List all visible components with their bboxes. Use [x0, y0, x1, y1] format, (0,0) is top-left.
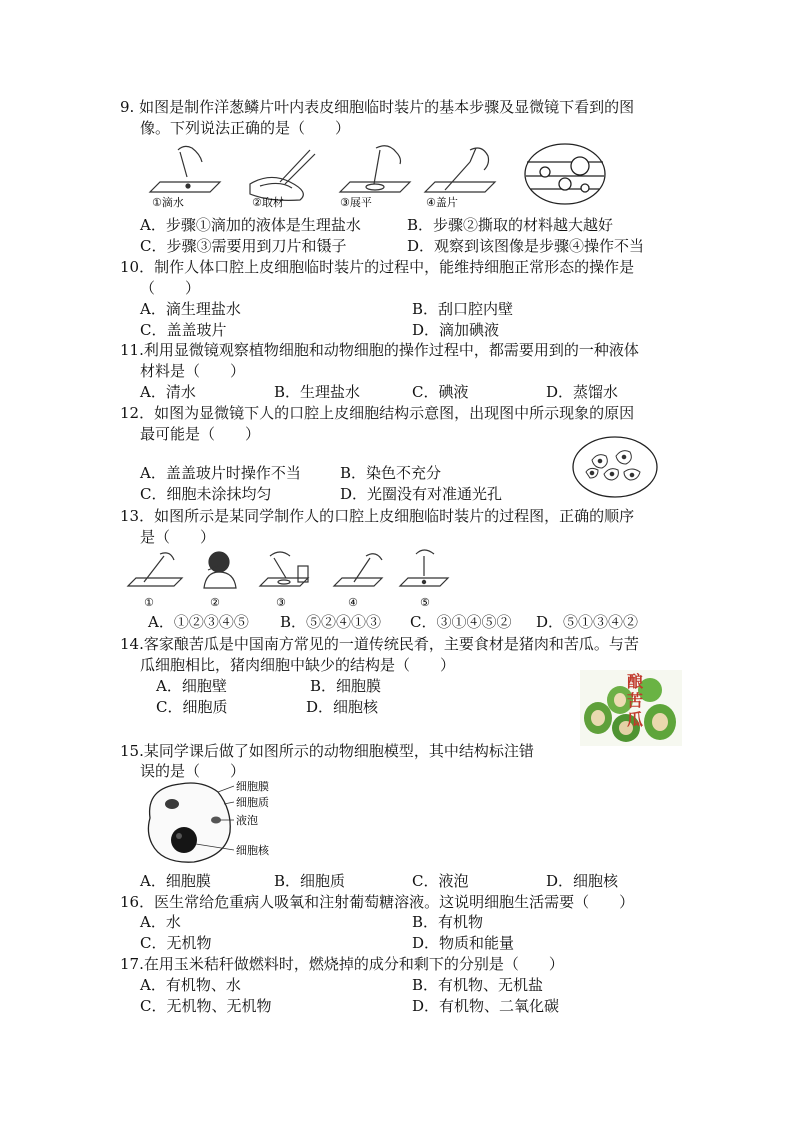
q14-option-c[interactable]: C．细胞质 — [156, 698, 228, 716]
q13-option-c[interactable]: C．③①④⑤② — [410, 613, 512, 631]
q11-stem-line2: 材料是（ ） — [140, 362, 246, 380]
vacuole-dot — [165, 799, 179, 809]
q13-step1-label: ① — [144, 596, 154, 609]
q10-option-c[interactable]: C．盖盖玻片 — [140, 321, 227, 339]
q13-option-b[interactable]: B．⑤②④①③ — [280, 613, 382, 631]
q16-option-b[interactable]: B．有机物 — [412, 913, 484, 931]
q15-option-d[interactable]: D．细胞核 — [546, 872, 619, 890]
q11-stem-line1: 11.利用显微镜观察植物细胞和动物细胞的操作过程中，都需要用到的一种液体 — [120, 341, 639, 359]
q17-option-b[interactable]: B．有机物、无机盐 — [412, 976, 544, 994]
q13-step4-label: ④ — [348, 596, 358, 609]
q9-microscope-view — [525, 144, 605, 204]
q13-step3-label: ③ — [276, 596, 286, 609]
q17-option-a[interactable]: A．有机物、水 — [140, 976, 241, 994]
q11-option-c[interactable]: C．碘液 — [412, 383, 469, 401]
q17-stem-line1: 17.在用玉米秸秆做燃料时，燃烧掉的成分和剩下的分别是（ ） — [120, 955, 564, 973]
q14-stem-line1: 14.客家酿苦瓜是中国南方常见的一道传统民肴，主要食材是猪肉和苦瓜。与苦 — [120, 635, 639, 653]
q17-option-c[interactable]: C．无机物、无机物 — [140, 997, 272, 1015]
q9-step3-label: ③展平 — [340, 196, 372, 209]
q15-option-a[interactable]: A．细胞膜 — [140, 872, 211, 890]
q10-option-d[interactable]: D．滴加碘液 — [412, 321, 500, 339]
q9-step4-drawing — [425, 148, 495, 192]
label-cell-membrane: 细胞膜 — [236, 780, 269, 793]
q10-option-b[interactable]: B．刮口腔内壁 — [412, 300, 514, 318]
q14-bitter-melon-photo — [580, 670, 682, 746]
q9-stem-line1: 9. 如图是制作洋葱鳞片叶内表皮细胞临时装片的基本步骤及显微镜下看到的图 — [120, 98, 635, 116]
q15-animal-cell-model — [132, 776, 312, 868]
q12-option-b[interactable]: B．染色不充分 — [340, 464, 442, 482]
q15-stem-line1: 15.某同学课后做了如图所示的动物细胞模型，其中结构标注错 — [120, 742, 534, 760]
q11-option-a[interactable]: A．清水 — [140, 383, 196, 401]
q12-stem-line1: 12．如图为显微镜下人的口腔上皮细胞结构示意图，出现图中所示现象的原因 — [120, 404, 635, 422]
q12-option-c[interactable]: C．细胞未涂抹均匀 — [140, 485, 272, 503]
q9-option-d[interactable]: D．观察到该图像是步骤④操作不当 — [407, 237, 645, 255]
q13-option-d[interactable]: D．⑤①③④② — [536, 613, 639, 631]
q15-stem-line2: 误的是（ ） — [140, 762, 246, 780]
q15-option-c[interactable]: C．液泡 — [412, 872, 469, 890]
q9-option-b[interactable]: B．步骤②撕取的材料越大越好 — [407, 216, 614, 234]
q9-step3-drawing — [340, 146, 410, 192]
q9-option-c[interactable]: C．步骤③需要用到刀片和镊子 — [140, 237, 347, 255]
q15-option-b[interactable]: B．细胞质 — [274, 872, 346, 890]
q10-stem-line2: （ ） — [140, 279, 201, 297]
label-vacuole: 液泡 — [236, 814, 258, 827]
q13-step4-drawing — [334, 554, 382, 586]
q9-stem-line2: 像。下列说法正确的是（ ） — [140, 119, 351, 137]
q13-step5-drawing — [400, 550, 448, 586]
q9-step4-label: ④盖片 — [426, 196, 458, 209]
q11-option-b[interactable]: B．生理盐水 — [274, 383, 361, 401]
q14-option-a[interactable]: A．细胞壁 — [156, 677, 227, 695]
q9-step1-drawing — [150, 146, 220, 192]
q14-stem-line2: 瓜细胞相比，猪肉细胞中缺少的结构是（ ） — [140, 656, 456, 674]
q13-stem-line1: 13．如图所示是某同学制作人的口腔上皮细胞临时装片的过程图，正确的顺序 — [120, 507, 635, 525]
q12-stem-line2: 最可能是（ ） — [140, 425, 261, 443]
photo-title-char-2: 苦 — [626, 691, 643, 710]
q11-option-d[interactable]: D．蒸馏水 — [546, 383, 619, 401]
q9-option-a[interactable]: A．步骤①滴加的液体是生理盐水 — [140, 216, 361, 234]
q14-option-b[interactable]: B．细胞膜 — [310, 677, 382, 695]
q14-option-d[interactable]: D．细胞核 — [306, 698, 379, 716]
q17-option-d[interactable]: D．有机物、二氧化碳 — [412, 997, 560, 1015]
label-nucleus: 细胞核 — [236, 844, 269, 857]
q16-option-c[interactable]: C．无机物 — [140, 934, 212, 952]
q13-step3-drawing — [260, 552, 308, 586]
small-dot — [211, 817, 221, 824]
q13-step2-label: ② — [210, 596, 220, 609]
q16-option-d[interactable]: D．物质和能量 — [412, 934, 515, 952]
q9-step2-drawing — [250, 150, 315, 200]
photo-title-char-1: 酿 — [626, 672, 643, 691]
q13-option-a[interactable]: A．①②③④⑤ — [148, 613, 249, 631]
label-cytoplasm: 细胞质 — [236, 796, 269, 809]
q12-option-a[interactable]: A．盖盖玻片时操作不当 — [140, 464, 301, 482]
q16-stem-line1: 16．医生常给危重病人吸氧和注射葡萄糖溶液。这说明细胞生活需要（ ） — [120, 893, 635, 911]
q9-step1-label: ①滴水 — [152, 196, 184, 209]
q12-cheek-cells-figure — [570, 434, 660, 500]
q13-step1-drawing — [128, 553, 182, 586]
q9-steps-figure — [140, 142, 620, 212]
nucleus-blob — [171, 827, 197, 853]
q9-step2-label: ②取材 — [252, 196, 284, 209]
q10-stem-line1: 10．制作人体口腔上皮细胞临时装片的过程中，能维持细胞正常形态的操作是 — [120, 258, 635, 276]
q13-steps-figure — [124, 548, 454, 610]
q13-step5-label: ⑤ — [420, 596, 430, 609]
q16-option-a[interactable]: A．水 — [140, 913, 181, 931]
q12-option-d[interactable]: D．光圈没有对准通光孔 — [340, 485, 503, 503]
q13-step2-drawing — [204, 552, 236, 588]
q13-stem-line2: 是（ ） — [140, 528, 216, 546]
q10-option-a[interactable]: A．滴生理盐水 — [140, 300, 241, 318]
photo-title-char-3: 瓜 — [626, 710, 643, 729]
